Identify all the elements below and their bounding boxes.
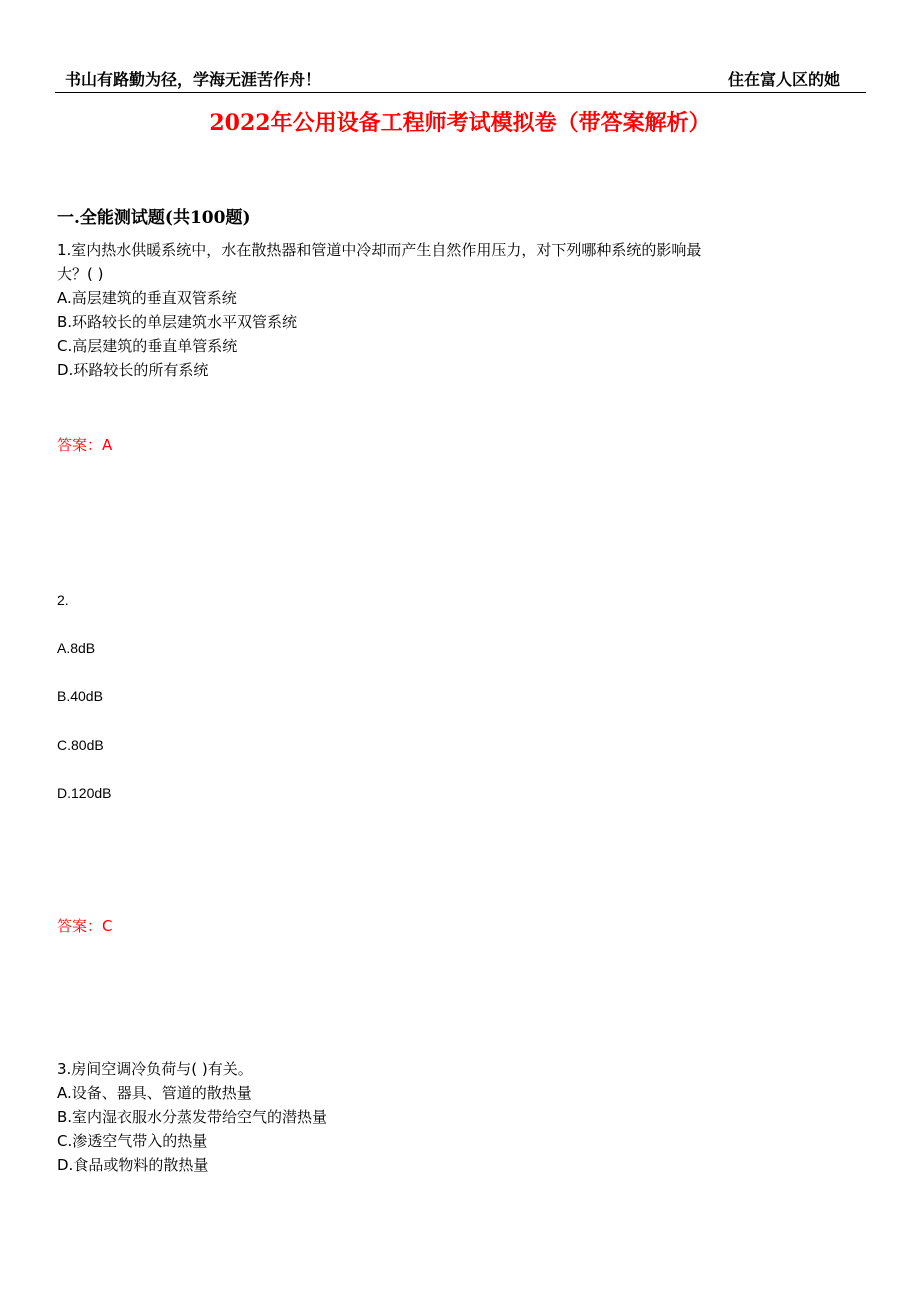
question-1-answer: 答案：A: [57, 436, 113, 454]
question-1-option-d: D.环路较长的所有系统: [57, 361, 209, 379]
question-3-option-a: A.设备、器具、管道的散热量: [57, 1084, 252, 1102]
question-3-stem: 3.房间空调冷负荷与( )有关。: [57, 1060, 253, 1078]
document-title: 2022年公用设备工程师考试模拟卷（带答案解析）: [209, 110, 711, 136]
question-3-option-b: B.室内湿衣服水分蒸发带给空气的潜热量: [57, 1108, 328, 1126]
section-title: 一.全能测试题(共100题): [57, 208, 251, 228]
question-2-option-d: D.120dB: [57, 785, 112, 801]
question-1-option-b: B.环路较长的单层建筑水平双管系统: [57, 313, 298, 331]
question-3-option-d: D.食品或物料的散热量: [57, 1156, 209, 1174]
question-1-stem-line2: 大？( ): [57, 265, 104, 283]
question-1-stem-line1: 1.室内热水供暖系统中，水在散热器和管道中冷却而产生自然作用压力，对下列哪种系统的影响最: [57, 241, 702, 259]
question-2-option-b: B.40dB: [57, 688, 103, 704]
question-1-option-c: C.高层建筑的垂直单管系统: [57, 337, 238, 355]
header-motto: 书山有路勤为径，学海无涯苦作舟！: [65, 70, 322, 89]
question-2-answer: 答案：C: [57, 917, 113, 935]
question-2-option-a: A.8dB: [57, 640, 96, 656]
question-3-option-c: C.渗透空气带入的热量: [57, 1132, 208, 1150]
question-2-option-c: C.80dB: [57, 737, 104, 753]
header-author: 住在富人区的她: [727, 70, 840, 89]
question-1-option-a: A.高层建筑的垂直双管系统: [57, 289, 237, 307]
question-3: [57, 1057, 327, 1177]
question-1: [57, 238, 701, 382]
question-2-stem: 2.: [57, 592, 69, 608]
page-header: [55, 66, 866, 93]
